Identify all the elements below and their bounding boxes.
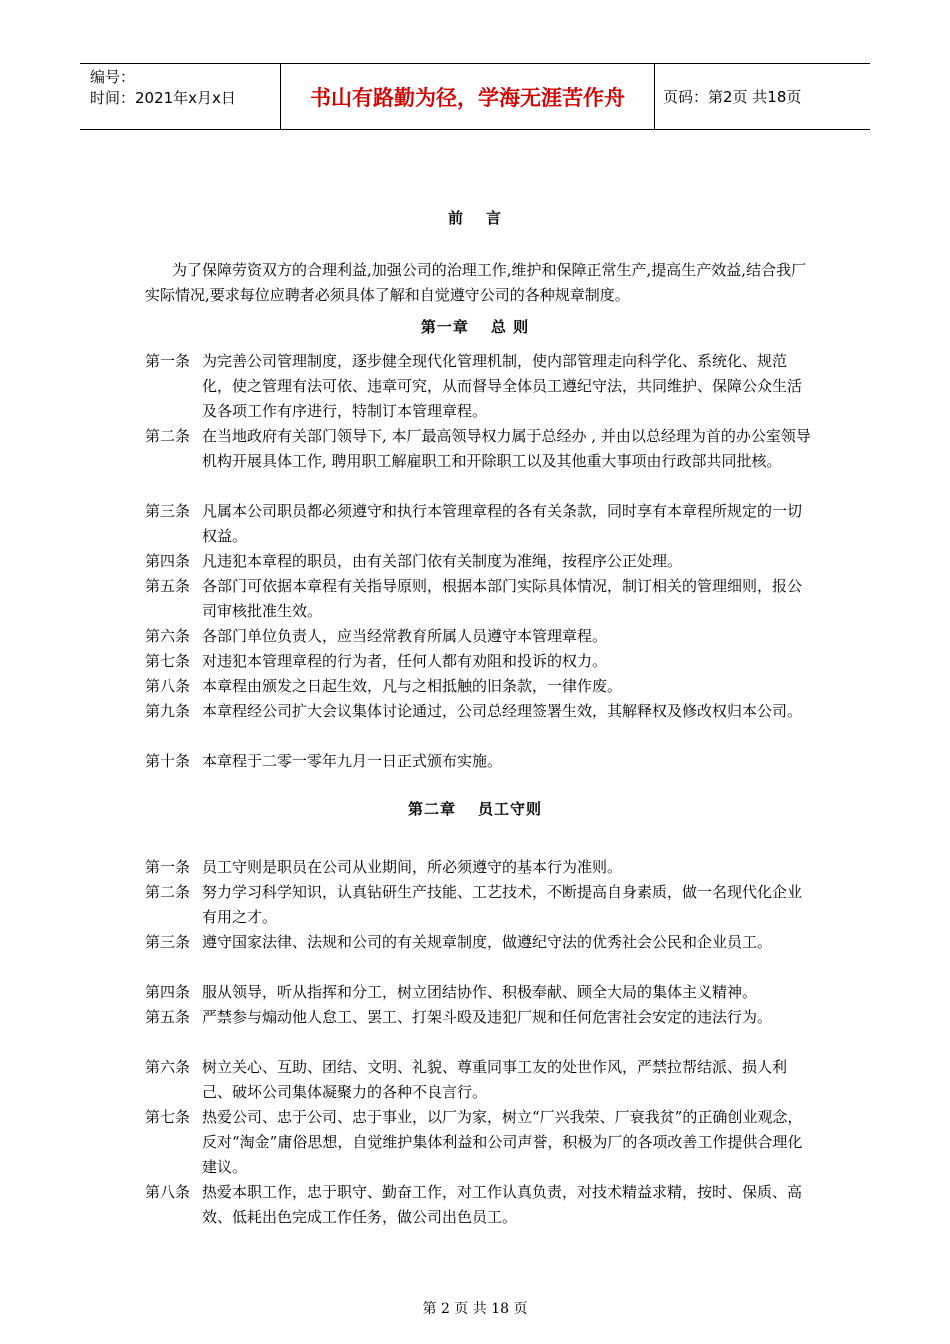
article-number: 第二条: [145, 883, 191, 901]
article-text: 为完善公司管理制度，逐步健全现代化管理机制，使内部管理走向科学化、系统化、规范化，使之管理有法可依、违章可究，从而督导全体员工遵纪守法，共同维护、保障公众生活及各项工作有序进行，特制订本管理章程。: [202, 352, 803, 420]
chapter1-article: [145, 424, 815, 474]
chapter2-article: [145, 855, 815, 880]
chapter1-title: [0, 316, 950, 337]
chapter2-article: [145, 1105, 815, 1180]
article-number: 第五条: [145, 577, 191, 595]
chapter2-article: [145, 1180, 815, 1230]
article-text: 树立关心、互助、团结、文明、礼貌、尊重同事工友的处世作风，严禁拉帮结派、损人利己、破坏公司集体凝聚力的各种不良言行。: [202, 1058, 788, 1101]
chapter2-article: [145, 880, 815, 930]
article-number: 第八条: [145, 677, 191, 695]
chapter1-article: [145, 649, 815, 674]
article-number: 第四条: [145, 552, 191, 570]
article-text: 凡属本公司职员都必须遵守和执行本管理章程的各有关条款，同时享有本章程所规定的一切权益。: [202, 502, 803, 545]
preface-paragraph: [145, 258, 815, 308]
article-number: 第一条: [145, 352, 191, 370]
chapter1-article: [145, 699, 815, 724]
preface-title-a: 前: [447, 209, 464, 227]
article-number: 第七条: [145, 1108, 191, 1126]
page-footer: [0, 1298, 950, 1318]
article-number: 第三条: [145, 502, 191, 520]
article-text: 对违犯本管理章程的行为者，任何人都有劝阻和投诉的权力。: [202, 652, 608, 670]
chapter1-article: [145, 574, 815, 624]
article-text: 本章程经公司扩大会议集体讨论通过，公司总经理签署生效，其解释权及修改权归本公司。: [202, 702, 803, 720]
chapter1-article: [145, 549, 815, 574]
article-number: 第四条: [145, 983, 191, 1001]
chapter2-title-a: 第二章: [407, 800, 456, 818]
chapter1-title-a: 第一章: [420, 318, 469, 336]
chapter2-article: [145, 930, 815, 955]
header-motto: [281, 64, 655, 129]
article-text: 在当地政府有关部门领导下, 本厂最高领导权力属于总经办 , 并由以总经理为首的办公室领导机构开展具体工作, 聘用职工解雇职工和开除职工以及其他重大事项由行政部共同批核。: [202, 427, 811, 470]
chapter1-article: [145, 674, 815, 699]
article-text: 员工守则是职员在公司从业期间，所必须遵守的基本行为准则。: [202, 858, 623, 876]
preface-title: [0, 207, 950, 228]
article-number: 第八条: [145, 1183, 191, 1201]
chapter2-article: [145, 980, 815, 1005]
article-number: 第六条: [145, 1058, 191, 1076]
chapter2-title-b: 员工守则: [478, 800, 543, 818]
article-text: 本章程由颁发之日起生效，凡与之相抵触的旧条款，一律作废。: [202, 677, 623, 695]
article-number: 第二条: [145, 427, 191, 445]
header-meta: [80, 64, 281, 129]
article-number: 第七条: [145, 652, 191, 670]
chapter1-article: [145, 499, 815, 549]
article-text: 各部门可依据本章程有关指导原则，根据本部门实际具体情况，制订相关的管理细则，报公司审核批准生效。: [202, 577, 803, 620]
article-text: 热爱公司、忠于公司、忠于事业，以厂为家，树立“厂兴我荣、厂衰我贫”的正确创业观念，反对“淘金”庸俗思想，自觉维护集体利益和公司声誉，积极为厂的各项改善工作提供合理化建议。: [202, 1108, 803, 1176]
footer-page-number: 第 2 页 共 18 页: [422, 1301, 528, 1317]
preface-title-b: 言: [486, 209, 503, 227]
chapter1-article: [145, 749, 815, 774]
page-header: [80, 63, 870, 130]
document-time-label: 时间：2021年x月x日: [90, 89, 236, 107]
preface-text: 为了保障劳资双方的合理利益,加强公司的治理工作,维护和保障正常生产,提高生产效益,结合我厂实际情况,要求每位应聘者必须具体了解和自觉遵守公司的各种规章制度。: [145, 261, 807, 304]
chapter1-article: [145, 624, 815, 649]
article-number: 第三条: [145, 933, 191, 951]
article-text: 服从领导，听从指挥和分工，树立团结协作、积极奉献、顾全大局的集体主义精神。: [202, 983, 758, 1001]
chapter1-title-b: 总 则: [490, 318, 530, 336]
chapter2-article: [145, 1005, 815, 1030]
document-number-label: 编号：: [90, 68, 136, 86]
article-text: 努力学习科学知识，认真钻研生产技能、工艺技术，不断提高自身素质，做一名现代化企业有用之才。: [202, 883, 803, 926]
chapter1-article: [145, 349, 815, 424]
article-number: 第五条: [145, 1008, 191, 1026]
chapter2-article: [145, 1055, 815, 1105]
article-number: 第十条: [145, 752, 191, 770]
article-number: 第一条: [145, 858, 191, 876]
article-text: 严禁参与煽动他人怠工、罢工、打架斗殴及违犯厂规和任何危害社会安定的违法行为。: [202, 1008, 773, 1026]
article-text: 热爱本职工作，忠于职守、勤奋工作，对工作认真负责，对技术精益求精，按时、保质、高效、低耗出色完成工作任务，做公司出色员工。: [202, 1183, 803, 1226]
chapter2-title: [0, 798, 950, 819]
article-text: 本章程于二零一零年九月一日正式颁布实施。: [202, 752, 503, 770]
header-page-label: 页码：第2页 共18页: [663, 88, 802, 106]
header-page-info: [655, 64, 870, 129]
article-number: 第九条: [145, 702, 191, 720]
article-text: 各部门单位负责人，应当经常教育所属人员遵守本管理章程。: [202, 627, 608, 645]
motto-text: 书山有路勤为径，学海无涯苦作舟: [310, 85, 625, 110]
article-text: 凡违犯本章程的职员，由有关部门依有关制度为准绳，按程序公正处理。: [202, 552, 683, 570]
article-number: 第六条: [145, 627, 191, 645]
article-text: 遵守国家法律、法规和公司的有关规章制度，做遵纪守法的优秀社会公民和企业员工。: [202, 933, 773, 951]
